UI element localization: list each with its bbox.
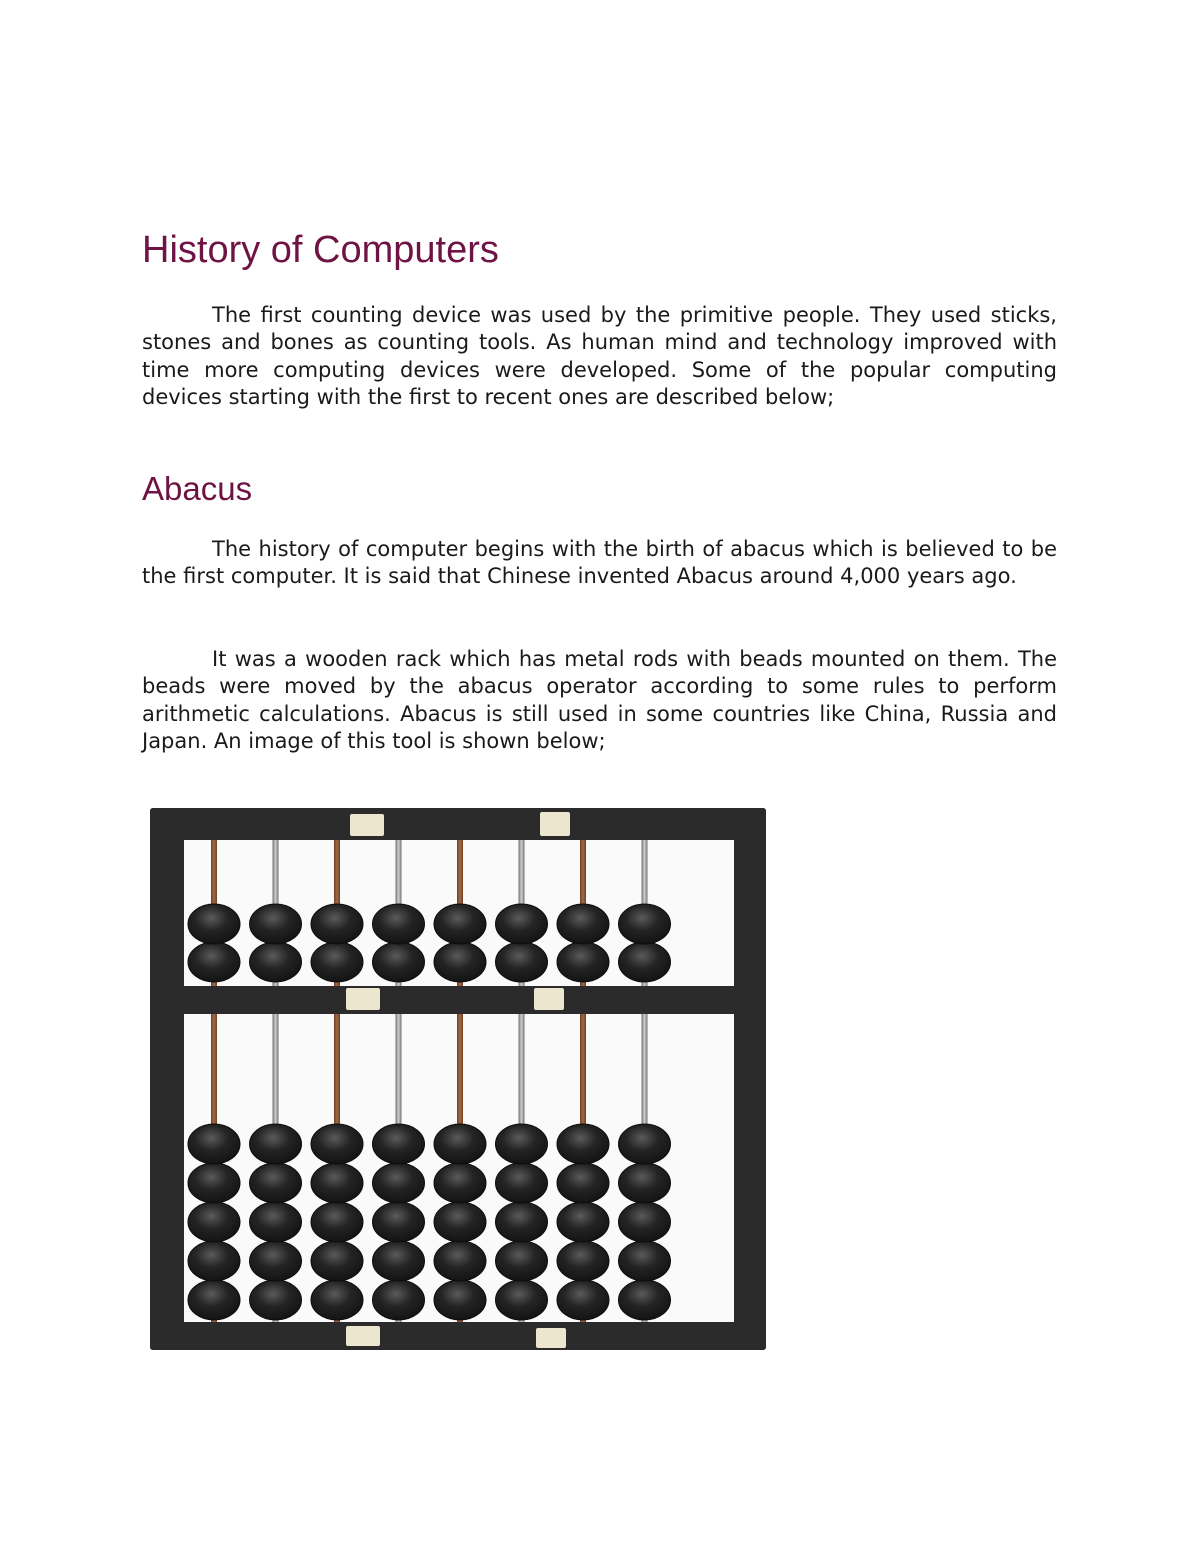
abacus-bead [311,1163,363,1203]
abacus-bead [250,1163,302,1203]
abacus-bead [188,1202,240,1242]
abacus-bead [311,1280,363,1320]
abacus-bead [434,1280,486,1320]
abacus-bead [373,1241,425,1281]
abacus-bead [557,1202,609,1242]
abacus-frame-tab [346,988,380,1010]
abacus-bead [250,942,302,982]
abacus-bead [434,904,486,944]
abacus-bead [373,1124,425,1164]
abacus-bead [496,1241,548,1281]
abacus-frame-tab [536,1328,566,1348]
abacus-frame-right [734,808,766,1350]
abacus-bead [619,942,671,982]
abacus-bead [496,904,548,944]
abacus-bead [619,1124,671,1164]
abacus-bead [434,1202,486,1242]
abacus-bead [373,1202,425,1242]
abacus-bead [619,1202,671,1242]
abacus-bead [188,1241,240,1281]
abacus-bead [557,942,609,982]
abacus-bead [373,1280,425,1320]
abacus-frame-left [150,808,184,1350]
abacus-bead [557,904,609,944]
abacus-frame-tab [346,1326,380,1346]
abacus-bead [188,1124,240,1164]
abacus-bead [619,1241,671,1281]
abacus-bead [434,942,486,982]
abacus-frame-tab [350,814,384,836]
abacus-divider-bar [184,986,734,1014]
abacus-bead [311,1241,363,1281]
abacus-bead [434,1241,486,1281]
abacus-bead [434,1124,486,1164]
abacus-bead [557,1280,609,1320]
abacus-bead [188,1163,240,1203]
abacus-bead [557,1241,609,1281]
abacus-bead [250,1241,302,1281]
abacus-bead [311,1202,363,1242]
abacus-bead [250,1280,302,1320]
abacus-bead [250,1124,302,1164]
abacus-bead [434,1163,486,1203]
abacus-frame-bottom [150,1322,766,1350]
abacus-bead [557,1124,609,1164]
abacus-bead [250,1202,302,1242]
abacus-bead [373,1163,425,1203]
page-title: History of Computers [142,229,499,271]
abacus-frame-tab [540,812,570,836]
abacus-bead [373,942,425,982]
abacus-frame-top [150,808,766,840]
abacus-bead [188,904,240,944]
abacus-paragraph-1: The history of computer begins with the birth of abacus which is believed to be the first computer. It is said that Chinese invented Abacus around 4,000 years ago. [142,537,1057,589]
abacus-paragraph-2: It was a wooden rack which has metal rods with beads mounted on them. The beads were moved by the abacus operator according to some rules to perform arithmetic calculations. Abacus is still used in some countries like China, Russia and Japan. An image of this tool is shown below; [142,647,1057,754]
abacus-bead [496,942,548,982]
abacus-bead [373,904,425,944]
abacus-bead [311,942,363,982]
abacus-bead [496,1124,548,1164]
abacus-frame-tab [534,988,564,1010]
abacus-bead [188,1280,240,1320]
abacus-bead [557,1163,609,1203]
abacus-bead [619,904,671,944]
abacus-bead [250,904,302,944]
abacus-bead [496,1163,548,1203]
abacus-bead [311,904,363,944]
abacus-bead [496,1202,548,1242]
abacus-illustration [142,800,772,1355]
section-heading-abacus: Abacus [142,470,253,507]
abacus-bead [311,1124,363,1164]
abacus-image [142,800,772,1355]
abacus-bead [188,942,240,982]
abacus-bead [619,1280,671,1320]
abacus-bead [496,1280,548,1320]
abacus-bead [619,1163,671,1203]
intro-paragraph: The first counting device was used by the primitive people. They used sticks, stones and bones as counting tools. As human mind and technology improved with time more computing devices were developed. Some of the popular computing devices starting with the first to recent ones are described below; [142,303,1057,410]
